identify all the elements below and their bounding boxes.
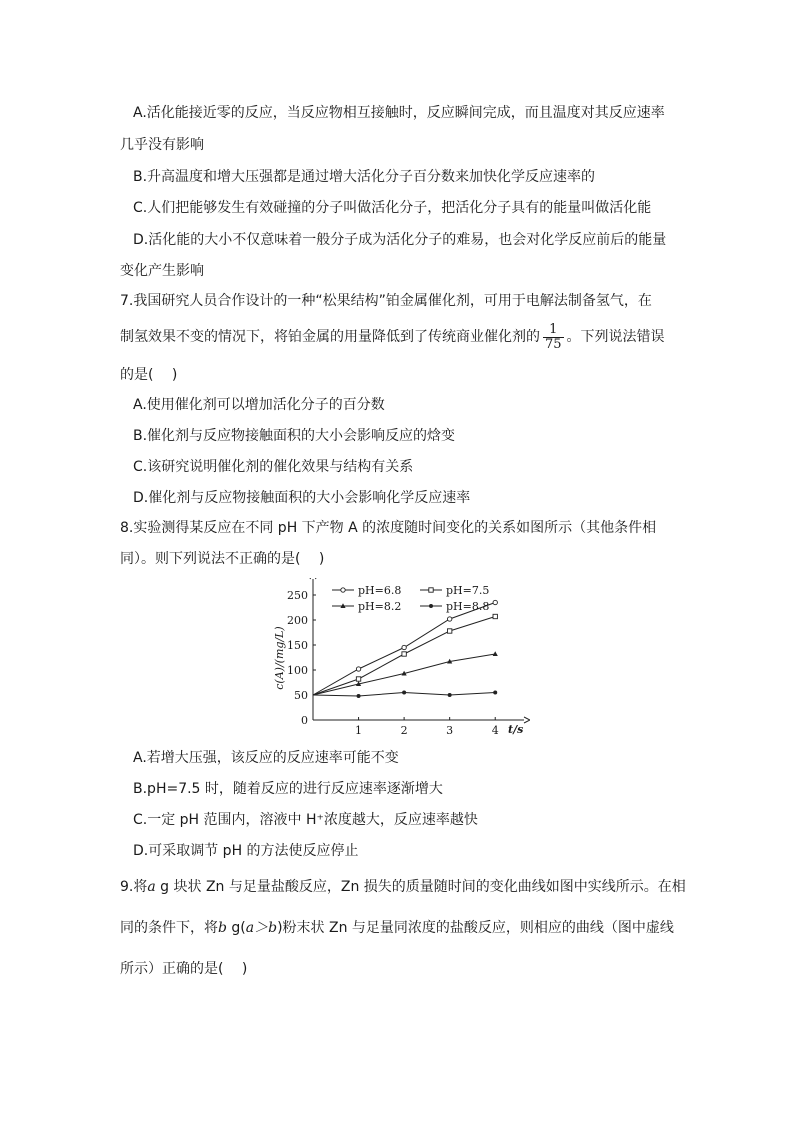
q9-stem-line1-rest: g 块状 Zn 与足量盐酸反应，Zn 损失的质量随时间的变化曲线如图中实线所示。在相 <box>155 879 686 895</box>
series-88 <box>313 691 497 699</box>
q7-stem-line3: 的是( ) <box>120 367 178 383</box>
y-tick-label: 0 <box>301 714 308 727</box>
y-tick-label: 250 <box>287 589 308 602</box>
q7-option-d: D.催化剂与反应物接触面积的大小会影响化学反应速率 <box>133 490 471 506</box>
q9-stem-line1-start: 9.将 <box>120 879 148 895</box>
fraction-numerator: 1 <box>543 323 564 338</box>
data-point <box>356 667 360 671</box>
chart-legend <box>332 584 489 613</box>
data-point <box>402 652 406 656</box>
series-68 <box>313 600 497 695</box>
concentration-chart <box>270 578 530 738</box>
q6-option-d-line1: D.活化能的大小不仅意味着一般分子成为活化分子的难易，也会对化学反应前后的能量 <box>133 232 667 248</box>
data-point <box>493 600 497 604</box>
q7-stem-line2-text: 制氢效果不变的情况下，将铂金属的用量降低到了传统商业催化剂的 <box>120 329 540 345</box>
series-75 <box>313 614 497 695</box>
data-point <box>357 694 361 698</box>
y-axis-arrow <box>310 578 316 579</box>
data-point <box>402 691 406 695</box>
data-point <box>493 691 497 695</box>
q8-stem-line1: 8.实验测得某反应在不同 pH 下产物 A 的浓度随时间变化的关系如图所示（其他条件相 <box>120 520 657 536</box>
q7-stem-line2 <box>120 322 665 352</box>
q6-option-d-line2: 变化产生影响 <box>120 263 204 279</box>
q9-stem-line2-start: 同的条件下，将 <box>120 920 218 936</box>
q8-stem-line2: 同）。则下列说法不正确的是( ) <box>120 551 325 567</box>
legend-label: pH=6.8 <box>358 584 402 597</box>
x-axis-label: t/s <box>508 723 524 736</box>
q8-option-a: A.若增大压强，该反应的反应速率可能不变 <box>133 750 399 766</box>
x-axis-arrow <box>524 717 530 723</box>
q9-stem-line2 <box>120 919 674 937</box>
q9-stem-line3: 所示）正确的是( ) <box>120 961 248 977</box>
q9-stem-line1 <box>120 878 686 896</box>
q8-option-b: B.pH=7.5 时，随着反应的进行反应速率逐渐增大 <box>133 781 443 797</box>
q6-option-c: C.人们把能够发生有效碰撞的分子叫做活化分子，把活化分子具有的能量叫做活化能 <box>133 200 652 216</box>
chart-axes <box>310 578 530 723</box>
y-tick-label: 200 <box>287 614 308 627</box>
q9-stem-line2-rest: )粉末状 Zn 与足量同浓度的盐酸反应，则相应的曲线（图中虚线 <box>277 920 674 936</box>
x-tick-label: 2 <box>400 724 408 737</box>
x-tick-label: 3 <box>446 724 454 737</box>
condition-a-gt-b: a＞b <box>245 920 278 936</box>
q6-option-a-line1: A.活化能接近零的反应，当反应物相互接触时，反应瞬间完成，而且温度对其反应速率 <box>133 105 665 121</box>
q8-option-c: C.一定 pH 范围内，溶液中 H⁺浓度越大，反应速率越快 <box>133 812 478 828</box>
data-point <box>493 614 497 618</box>
q6-option-b: B.升高温度和增大压强都是通过增大活化分子百分数来加快化学反应速率的 <box>133 169 596 185</box>
data-point <box>448 693 452 697</box>
q7-stem-line2-tail: 。下列说法错误 <box>566 329 665 345</box>
data-point <box>402 645 406 649</box>
data-point <box>447 617 451 621</box>
variable-a: a <box>147 879 156 895</box>
data-point <box>493 651 498 656</box>
y-tick-label: 50 <box>294 689 308 702</box>
q6-option-a-line2: 几乎没有影响 <box>120 137 204 153</box>
q7-option-a: A.使用催化剂可以增加活化分子的百分数 <box>133 397 385 413</box>
fraction <box>543 323 564 352</box>
data-point <box>356 677 360 681</box>
series-82 <box>313 651 498 695</box>
legend-label: pH=7.5 <box>446 584 490 597</box>
q7-stem-line1: 7.我国研究人员合作设计的一种“松果结构”铂金属催化剂，可用于电解法制备氢气，在 <box>120 293 652 309</box>
variable-b: b <box>218 920 227 936</box>
q7-option-c: C.该研究说明催化剂的催化效果与结构有关系 <box>133 459 414 475</box>
q7-option-b: B.催化剂与反应物接触面积的大小会影响反应的焓变 <box>133 428 456 444</box>
legend-marker <box>341 588 345 592</box>
data-point <box>447 629 451 633</box>
y-axis-label: c(A)/(mg/L) <box>273 626 286 690</box>
fraction-denominator: 75 <box>545 336 562 352</box>
x-tick-label: 4 <box>491 724 499 737</box>
q9-stem-line2-mid: g( <box>226 920 246 936</box>
legend-label: pH=8.2 <box>358 600 402 613</box>
x-tick-label: 1 <box>355 724 363 737</box>
y-tick-label: 150 <box>287 639 308 652</box>
y-tick-label: 100 <box>287 664 308 677</box>
legend-label: pH=8.8 <box>446 600 490 613</box>
chart-series <box>313 600 498 698</box>
legend-marker <box>429 588 433 592</box>
q8-option-d: D.可采取调节 pH 的方法使反应停止 <box>133 843 359 859</box>
legend-marker <box>429 604 433 608</box>
